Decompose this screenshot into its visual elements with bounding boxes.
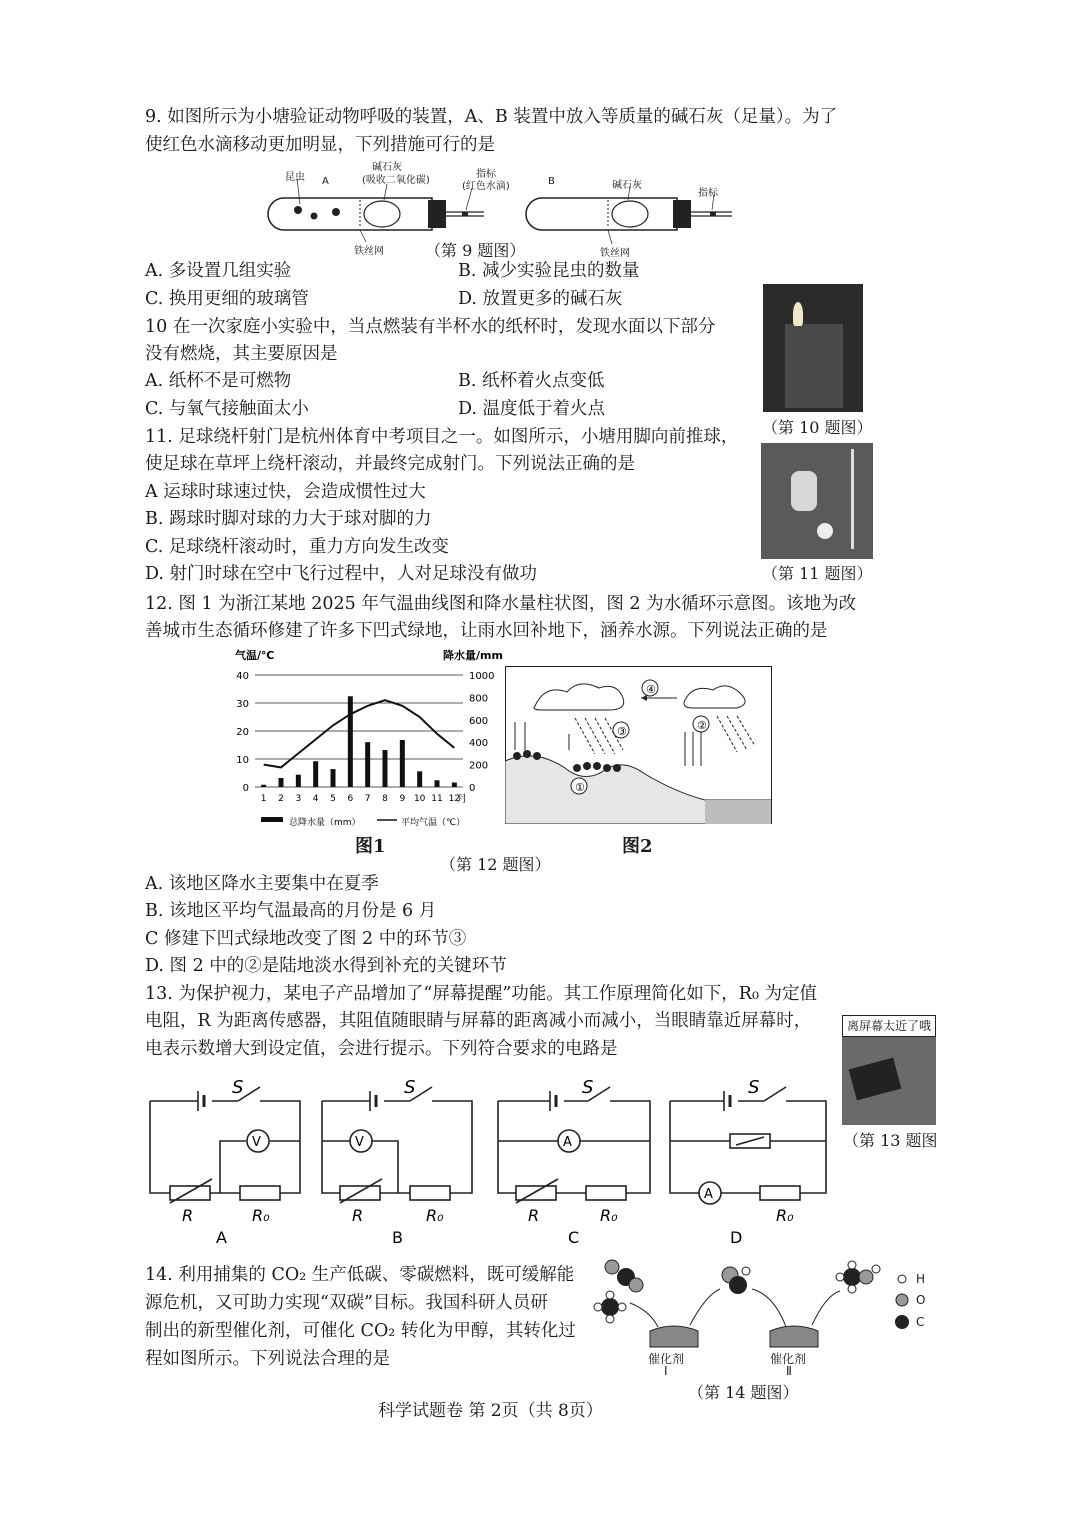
q12-option-c[interactable]: C 修建下凹式绿地改变了图 2 中的环节③ [145,929,467,949]
page-footer: 科学试题卷 第 2页（共 8页） [378,1401,603,1421]
circuit-b [322,1087,472,1203]
q9-label-indicator-note: (红色水滴) [462,181,510,192]
q9-label-b: B [548,176,555,187]
q9-option-b[interactable]: B. 减少实验昆虫的数量 [458,261,640,281]
q12-option-b[interactable]: B. 该地区平均气温最高的月份是 6 月 [145,901,437,921]
q13-stem-line3: 电表示数增大到设定值，会进行提示。下列符合要求的电路是 [145,1039,618,1059]
soda-lime-b [612,201,648,227]
q10-option-b[interactable]: B. 纸杯着火点变低 [458,371,605,391]
chart-bar-12 [452,783,457,787]
chart-bar-11 [435,780,440,787]
chart-x-tick: 6 [347,794,354,804]
chart-x-tick: 5 [330,794,336,804]
molecule-h2 [605,1260,619,1274]
q13-stem-line1: 13. 为保护视力，某电子产品增加了“屏幕提醒”功能。其工作原理简化如下，R₀ 为定值 [145,984,818,1004]
chart-y-tick: 40 [236,671,249,682]
q14-stem-line2: 源危机，又可助力实现“双碳”目标。我国科研人员研 [145,1293,548,1313]
catalyst-2-number: Ⅱ [786,1364,792,1378]
catalyst-1-icon [650,1326,698,1347]
legend-c: C [916,1315,925,1329]
q11-option-d[interactable]: D. 射门时球在空中飞行过程中，人对足球没有做功 [145,564,538,584]
arrow-3 [752,1289,786,1327]
molecule-co2 [617,1268,643,1292]
q11-football-photo [761,443,873,559]
player [791,471,817,511]
chart-y-tick: 30 [236,699,249,710]
q11-option-a[interactable]: A 运球时球速过快，会造成惯性过大 [145,482,426,502]
q10-stem-line2: 没有燃烧，其主要原因是 [145,344,338,364]
circuit-b-switch-label: S [404,1077,416,1098]
q13-screen-photo [842,1015,936,1125]
q10-option-c[interactable]: C. 与氧气接触面太小 [145,399,309,419]
chart-x-tick: 1 [260,794,267,804]
stopper-b [673,200,691,228]
q9-stem-line2: 使红色水滴移动更加明显，下列措施可行的是 [145,135,495,155]
q9-caption: （第 9 题图） [425,241,526,260]
tube-b [526,198,677,230]
q10-paper-cup-photo [763,284,863,412]
chart-x-tick: 12 [448,794,461,804]
q9-label-a: A [322,176,329,187]
legend-rain-label: 总降水量（mm） [289,818,361,828]
sea [705,800,771,824]
q12-stem-line1: 12. 图 1 为浙江某地 2025 年气温曲线图和降水量柱状图，图 2 为水循环示意图。该地为改 [145,594,857,614]
q11-caption: （第 11 题图） [762,564,873,583]
q11-option-b[interactable]: B. 踢球时脚对球的力大于球对脚的力 [145,509,432,529]
circuit-d [670,1087,826,1204]
q12-stem-line2: 善城市生态循环修建了许多下凹式绿地，让雨水回补地下，涵养水源。下列说法正确的是 [145,621,828,641]
pole [851,449,854,549]
circuit-a-r-label: R [182,1206,194,1225]
soda-lime-a [364,201,400,227]
chart-bar-1 [261,785,266,787]
chart-bar-4 [313,761,318,787]
catalyst-2-label: 催化剂 [770,1352,807,1366]
insect-2 [311,213,318,220]
chart-y2-tick: 1000 [469,671,495,682]
chart-x-tick: 7 [364,794,371,804]
q9-label-soda-lime-note: (吸收二氧化碳) [362,175,430,186]
arrow-4 [812,1291,840,1325]
q10-option-a[interactable]: A. 纸杯不是可燃物 [145,371,292,391]
red-drop-b [710,212,716,216]
label-2: ② [697,719,707,732]
arrow-1 [630,1303,658,1327]
chart-x-tick: 2 [278,794,284,804]
q9-label-wire-a: 铁丝网 [354,246,384,257]
q9-option-d[interactable]: D. 放置更多的碱石灰 [458,289,623,309]
chart-bar-5 [331,769,336,787]
legend-rain-swatch [261,817,283,822]
circuit-b-meter-label: V [355,1135,364,1150]
q11-option-c[interactable]: C. 足球绕杆滚动时，重力方向发生改变 [145,537,449,557]
arrow-2 [690,1289,720,1325]
chart-x-tick: 10 [413,794,426,804]
stopper-a [428,200,446,228]
q12-fig1-label: 图1 [355,836,386,857]
q13-circuits-figure [140,1075,840,1250]
circuit-c-switch-label: S [582,1077,594,1098]
circuit-d-switch-label: S [748,1077,760,1098]
circuit-option-a: A [216,1228,227,1247]
q14-stem-line1: 14. 利用捕集的 CO₂ 生产低碳、零碳燃料，既可缓解能 [145,1265,575,1285]
chart-bar-2 [279,778,284,787]
label-3: ③ [617,725,627,738]
q13-stem-line2: 电阻，R 为距离传感器，其阻值随眼睛与屏幕的距离减小而减小，当眼睛靠近屏幕时， [145,1011,812,1031]
chart-bar-10 [417,771,422,787]
chart-y2-tick: 400 [469,738,489,750]
label-4: ④ [646,683,656,696]
chart-x-unit: 月 [457,794,467,805]
circuit-b-r0-label: R₀ [426,1206,444,1225]
q12-option-a[interactable]: A. 该地区降水主要集中在夏季 [145,874,379,894]
chart-y2-tick: 0 [469,783,476,794]
q14-stem-line4: 程如图所示。下列说法合理的是 [145,1349,390,1369]
chart-y-tick: 0 [242,783,249,794]
circuit-a-switch-label: S [232,1077,244,1098]
chart-x-tick: 4 [312,794,319,804]
chart-bar-6 [348,696,353,787]
circuit-option-b: B [392,1228,403,1247]
chart-y2-tick: 800 [469,693,489,705]
q14-stem-line3: 制出的新型催化剂，可催化 CO₂ 转化为甲醇，其转化过 [145,1321,576,1341]
q9-label-wire-b: 铁丝网 [600,248,630,259]
q12-option-d[interactable]: D. 图 2 中的②是陆地淡水得到补充的关键环节 [145,956,507,976]
q10-caption: （第 10 题图） [762,418,873,437]
catalyst-1-number: Ⅰ [664,1364,668,1378]
q9-option-c[interactable]: C. 换用更细的玻璃管 [145,289,309,309]
insect-1 [294,206,302,214]
chart-temperature-line [264,700,455,767]
screen-warning-bubble: 离屏幕太近了哦 [842,1015,936,1037]
chart-bar-3 [296,775,301,787]
tube-a [268,198,432,230]
chart-x-tick: 3 [295,794,302,804]
chart-bar-9 [400,740,405,787]
legend-temp-label: 平均气温（℃） [401,818,466,828]
q11-stem-line2: 使足球在草坪上绕杆滚动，并最终完成射门。下列说法正确的是 [145,454,635,474]
circuit-b-r-label: R [352,1206,364,1225]
q13-caption: （第 13 题图 [843,1131,938,1150]
circuit-a-meter-label: V [252,1135,261,1150]
chart-y2-label: 降水量/mm [443,649,503,662]
label-1: ① [575,781,585,794]
football-icon [817,523,833,539]
catalyst-2-icon [770,1326,818,1347]
catalyst-1-label: 催化剂 [648,1352,685,1366]
chart-y2-tick: 600 [469,715,489,727]
q10-stem-line1: 10 在一次家庭小实验中，当点燃装有半杯水的纸杯时，发现水面以下部分 [145,317,716,337]
q14-caption: （第 14 题图） [688,1383,799,1402]
circuit-c-r0-label: R₀ [600,1206,618,1225]
circuit-d-meter-label: A [704,1187,713,1202]
chart-y-tick: 10 [236,755,249,766]
q12-climate-chart [225,645,510,830]
q9-stem-line1: 9. 如图所示为小塘验证动物呼吸的装置，A、B 装置中放入等质量的碱石灰（足量）。为了 [145,107,838,127]
circuit-c-r-label: R [528,1206,540,1225]
q9-label-soda-lime-a: 碱石灰 [372,162,402,173]
chart-bar-7 [365,742,370,787]
red-drop-a [462,212,468,216]
circuit-a-r0-label: R₀ [252,1206,270,1225]
legend-h: H [916,1272,926,1286]
q9-label-indicator-a: 指标 [476,169,496,180]
q9-label-indicator-b: 指标 [698,188,718,199]
circuit-a [150,1087,300,1203]
molecule-left [594,1291,626,1323]
q12-fig2-label: 图2 [622,836,653,857]
molecule-methanol [836,1261,880,1293]
circuit-option-d: D [730,1228,743,1247]
chart-y-label: 气温/℃ [235,649,275,662]
q12-caption: （第 12 题图） [440,855,551,874]
q9-label-insect: 昆虫 [285,172,305,183]
q9-option-a[interactable]: A. 多设置几组实验 [145,261,292,281]
chart-x-tick: 8 [382,794,388,804]
circuit-c [498,1087,650,1203]
chart-y2-tick: 200 [469,760,489,772]
chart-y-tick: 20 [236,727,249,738]
chart-x-tick: 11 [431,794,443,804]
chart-bar-8 [383,750,388,787]
molecule-mid [722,1267,750,1294]
q12-water-cycle-figure [505,666,772,824]
circuit-c-meter-label: A [563,1135,572,1150]
circuit-d-r0-label: R₀ [776,1206,794,1225]
insect-3 [332,208,340,216]
paper-cup [785,324,843,408]
flame-icon [793,302,803,326]
q14-reaction-figure [590,1255,930,1375]
q11-stem-line1: 11. 足球绕杆射门是杭州体育中考项目之一。如图所示，小塘用脚向前推球， [145,427,739,447]
legend-o: O [916,1293,926,1307]
q10-option-d[interactable]: D. 温度低于着火点 [458,399,606,419]
q9-label-soda-lime-b: 碱石灰 [612,180,642,191]
circuit-option-c: C [568,1228,580,1247]
chart-x-tick: 9 [399,794,406,804]
phone-icon [849,1058,902,1101]
